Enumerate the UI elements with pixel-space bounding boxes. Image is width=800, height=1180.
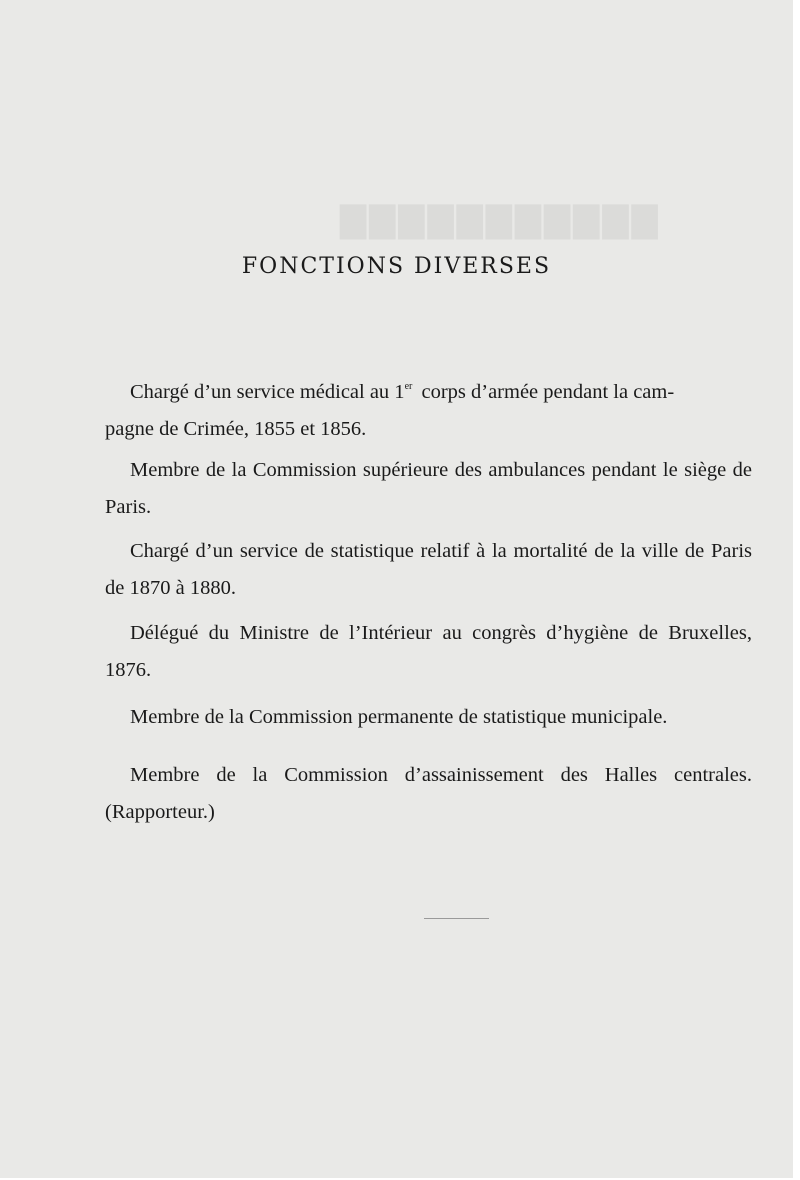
page-edge: [793, 0, 800, 1180]
entry-bruxelles: Délégué du Ministre de l’Intérieur au congrès d’hygiène de Bruxelles, 1876.: [105, 622, 752, 681]
entry-crimee-line-1: Chargé d’un service médical au 1er corps d’armée pendant la cam-: [130, 381, 675, 403]
page-title: FONCTIONS DIVERSES: [241, 254, 552, 279]
entry-ambulances: Membre de la Commission supérieure des ambulances pendant le siège de Paris.: [105, 459, 752, 518]
bleed-through-heading: ▇▇▇▇▇▇▇▇▇▇▇: [340, 202, 661, 239]
entry-crimee: [105, 368, 752, 448]
superscript-er: er: [404, 381, 413, 392]
entry-halles-centrales: Membre de la Commission d’assainissement des Halles centrales. (Rapporteur.): [105, 764, 752, 823]
entry-crimee-line-2: pagne de Crimée, 1855 et 1856.: [105, 418, 367, 440]
entry-commission-permanente: Membre de la Commission permanente de statistique municipale.: [130, 706, 668, 728]
section-divider: [424, 918, 489, 919]
entry-statistique: Chargé d’un service de statistique relatif à la mortalité de la ville de Paris de 1870 à 1880.: [105, 540, 752, 599]
